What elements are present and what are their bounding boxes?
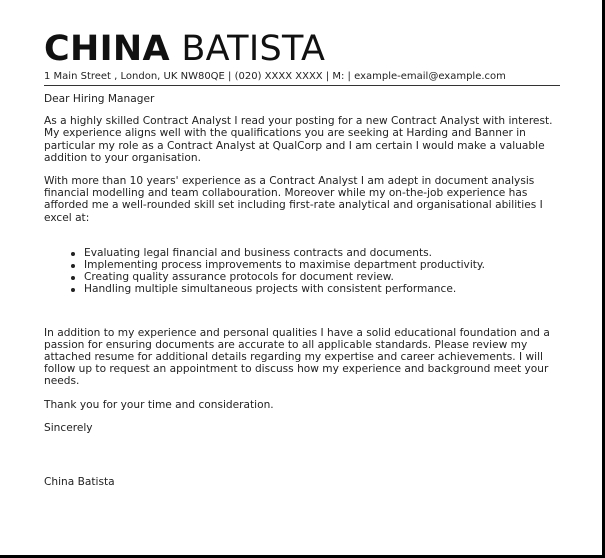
last-name: BATISTA [181, 29, 326, 69]
first-name: CHINA [44, 29, 170, 69]
paragraph-intro: As a highly skilled Contract Analyst I read your posting for a new Contract Analyst with interest. My experience aligns well with the qualifications you are seeking at Harding and Banner in particular my role as a Contract Analyst at QualCorp and I am certain I would make a valuable addition to your organisation. [44, 115, 553, 164]
bullet-icon [71, 252, 75, 256]
list-item-text: Evaluating legal financial and business contracts and documents. [84, 246, 433, 259]
paragraph-education: In addition to my experience and personal qualities I have a solid educational foundation and a passion for ensuring documents are accurate to all applicable standards. Please review my attached resume for additional details regarding my expertise and career achievements. I will follow up to request an appointment to discuss how my experience and background meet your needs. [44, 326, 550, 388]
list-item [68, 283, 564, 295]
list-item [68, 271, 564, 283]
applicant-name-heading [44, 30, 325, 68]
thank-you-line: Thank you for your time and consideration. [44, 398, 274, 411]
list-item-text: Handling multiple simultaneous projects with consistent performance. [84, 283, 457, 296]
list-item [68, 247, 564, 259]
list-item-text: Implementing process improvements to maximise department productivity. [84, 259, 486, 272]
list-item [68, 259, 564, 271]
closing: Sincerely [44, 421, 93, 434]
bullet-icon [71, 288, 75, 292]
salutation: Dear Hiring Manager [44, 93, 155, 105]
list-item-text: Creating quality assurance protocols for document review. [84, 271, 394, 284]
contact-line: 1 Main Street , London, UK NW80QE | (020) XXXX XXXX | M: | example-email@example.com [44, 71, 506, 82]
skills-list [68, 247, 564, 296]
paragraph-experience: With more than 10 years' experience as a Contract Analyst I am adept in document analysis financial modelling and team collabouration. Moreover while my on-the-job experience has afforded me a well-rounded skill set including first-rate analytical and organisational abilities I excel at: [44, 175, 543, 224]
signature-name: China Batista [44, 476, 115, 489]
letter-body [44, 93, 564, 488]
bullet-icon [71, 276, 75, 280]
bullet-icon [71, 264, 75, 268]
header-divider [44, 85, 560, 86]
